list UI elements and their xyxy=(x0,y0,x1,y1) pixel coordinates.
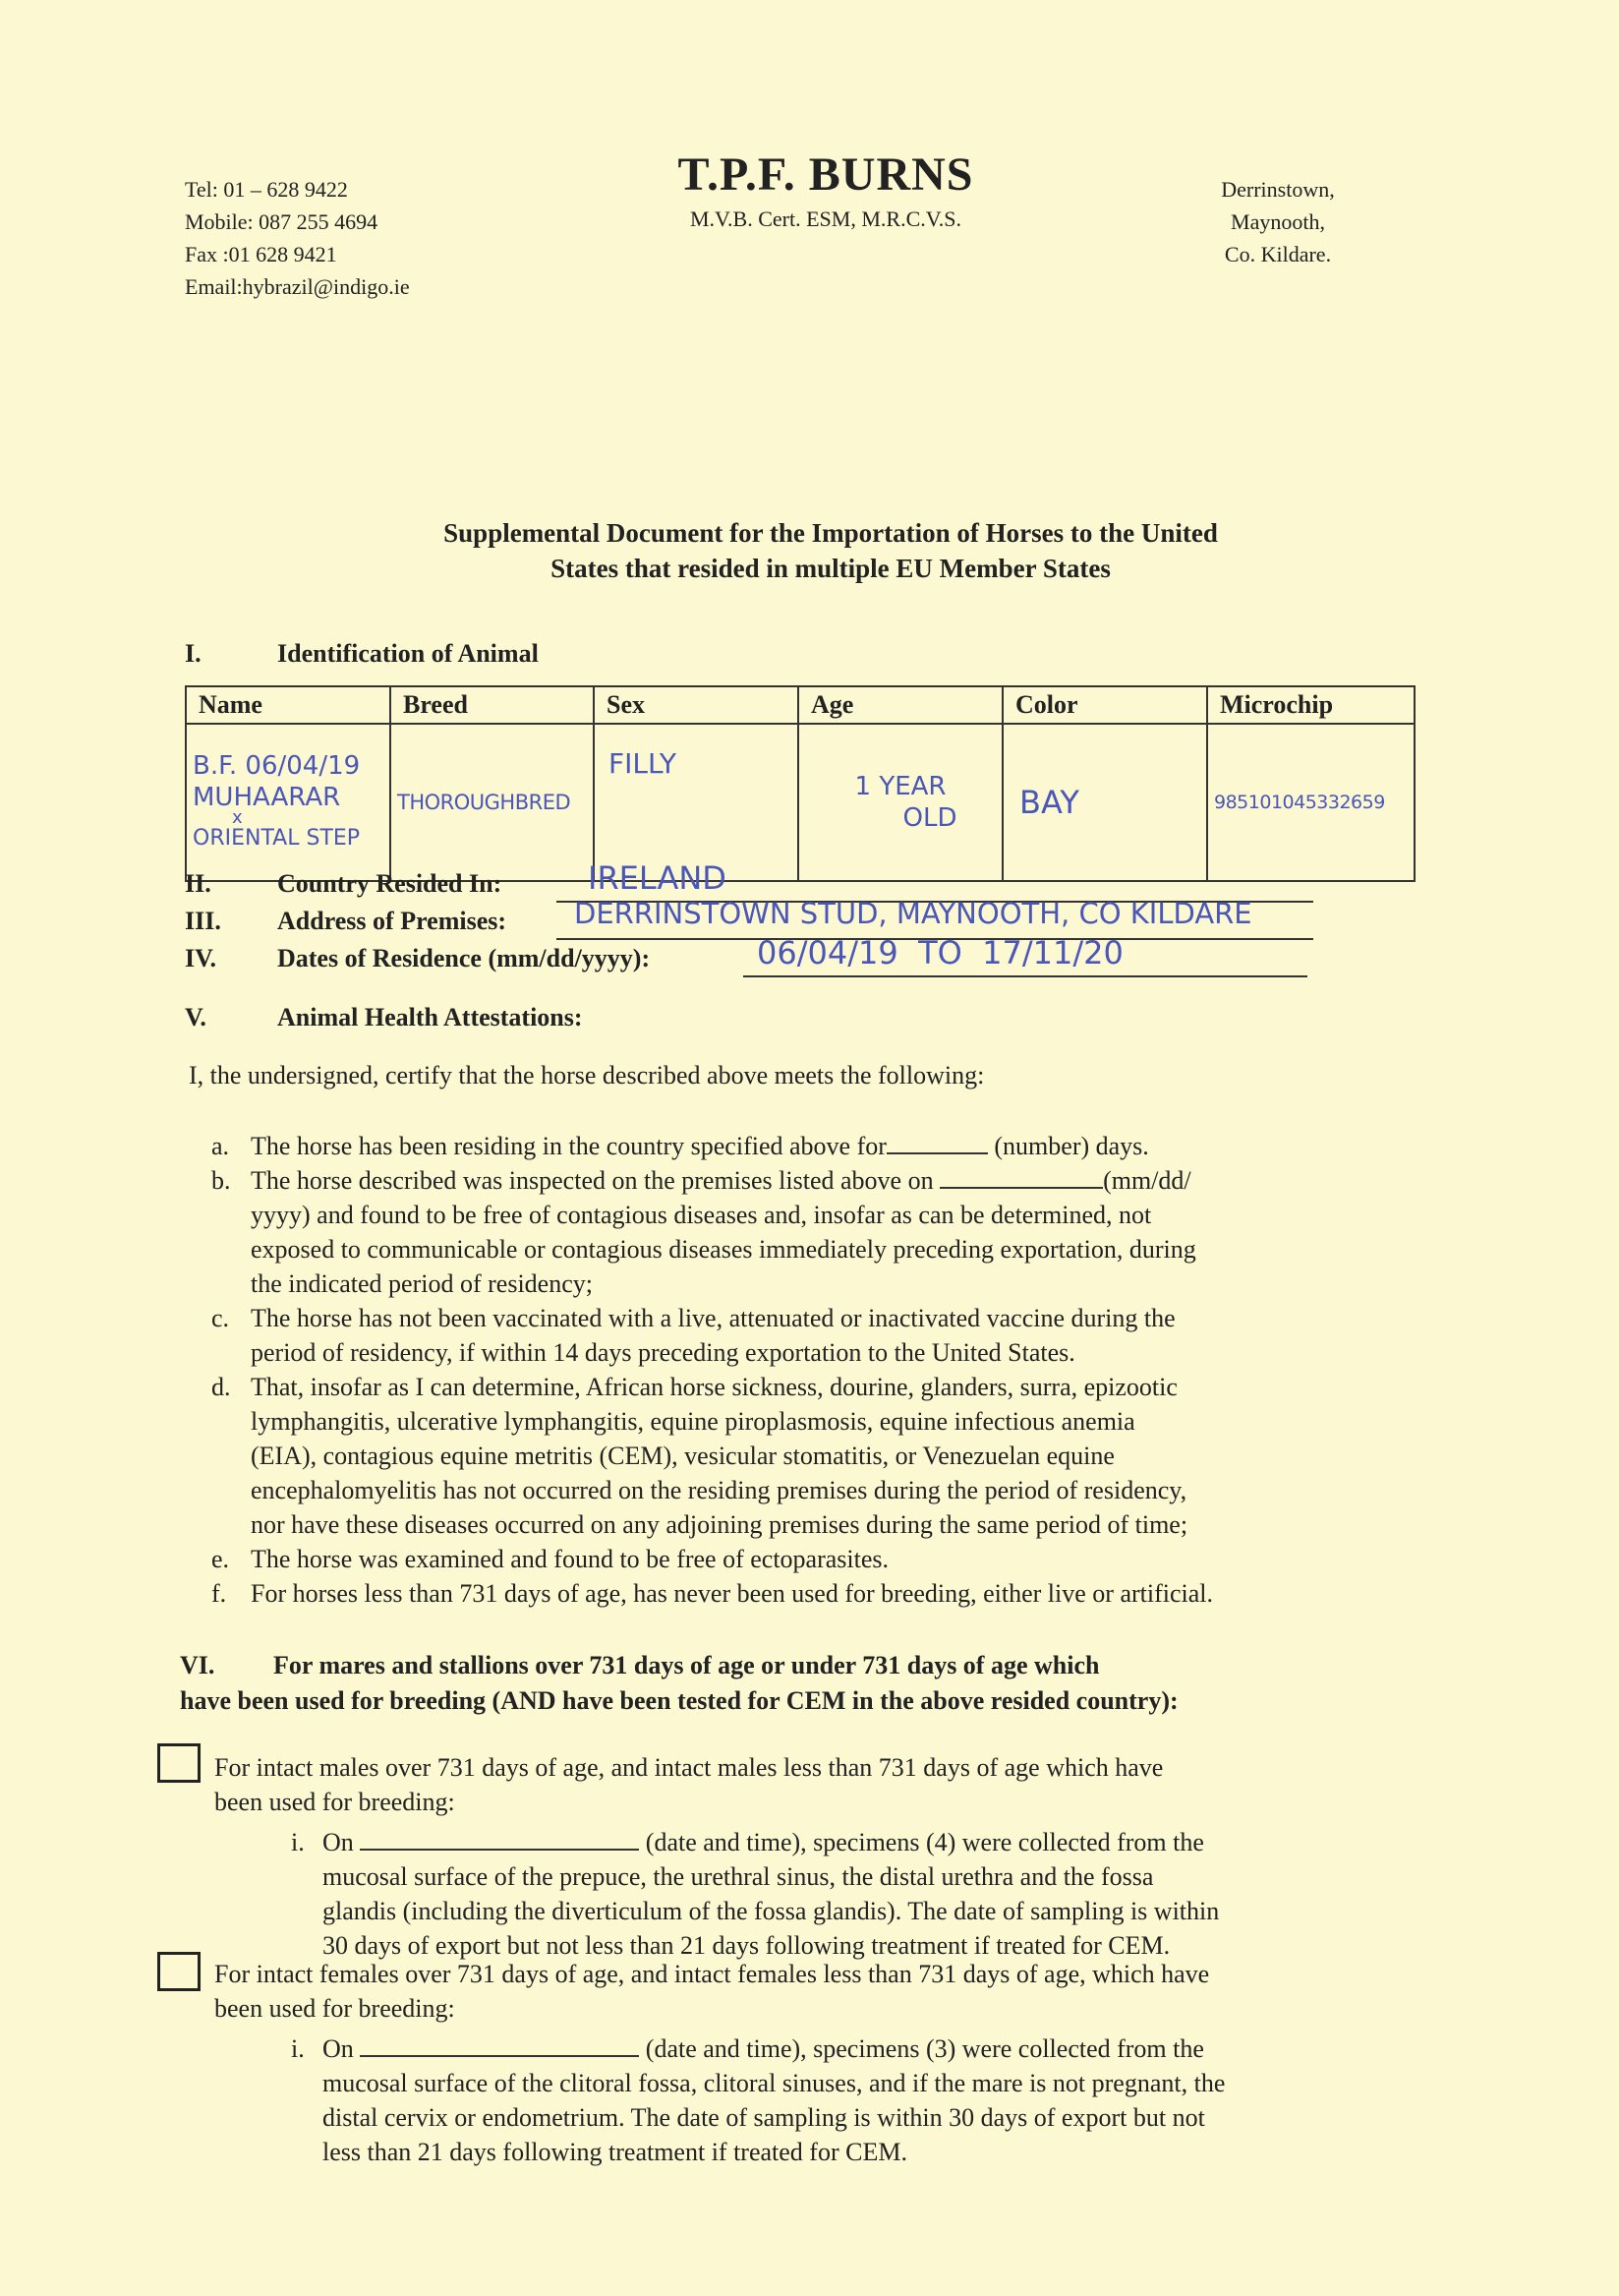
males-option xyxy=(214,1750,1443,1963)
field-label: Country Resided In: xyxy=(277,869,502,898)
identification-table xyxy=(185,685,1416,882)
section-title: Identification of Animal xyxy=(277,639,539,668)
name-line: MUHAARAR xyxy=(193,783,341,812)
letterhead-qualifications: M.V.B. Cert. ESM, M.R.C.V.S. xyxy=(689,206,962,231)
column-header: Sex xyxy=(594,686,798,724)
section-number: V. xyxy=(185,1003,206,1031)
option-text: been used for breeding: xyxy=(214,1994,455,2023)
dates-value[interactable]: 06/04/19 TO 17/11/20 xyxy=(757,934,1124,971)
name-line: ORIENTAL STEP xyxy=(193,826,361,851)
option-text: distal cervix or endometrium. The date of sampling is within 30 days of export but not xyxy=(322,2103,1205,2132)
cell-name[interactable] xyxy=(186,724,390,881)
item-text: encephalomyelitis has not occurred on the residing premises during the period of residency, xyxy=(251,1476,1187,1504)
section-six-heading xyxy=(180,1648,1438,1719)
males-date-blank[interactable] xyxy=(360,1849,639,1851)
document-title xyxy=(295,515,1366,586)
age-line: 1 YEAR xyxy=(854,772,947,801)
option-text: glandis (including the diverticulum of the fossa glandis). The date of sampling is within xyxy=(322,1897,1220,1925)
item-letter: a. xyxy=(211,1132,230,1160)
option-text: For intact males over 731 days of age, and intact males less than 731 days of age which have xyxy=(214,1753,1164,1782)
address-line: Derrinstown, xyxy=(1221,177,1335,202)
country-value[interactable]: IRELAND xyxy=(588,859,726,897)
list-item xyxy=(211,1129,1420,1163)
section-number: VI. xyxy=(180,1651,215,1679)
option-text: mucosal surface of the prepuce, the urethral sinus, the distal urethra and the fossa xyxy=(322,1862,1154,1891)
option-text: (date and time), specimens (3) were collected from the xyxy=(645,2034,1204,2063)
list-item xyxy=(211,1301,1420,1370)
females-checkbox[interactable] xyxy=(157,1952,201,1991)
title-line: Supplemental Document for the Importation of Horses to the United xyxy=(443,518,1218,548)
item-text: The horse has been residing in the country specified above for xyxy=(251,1132,887,1160)
letterhead-name: T.P.F. BURNS xyxy=(677,148,974,201)
item-letter: b. xyxy=(211,1166,231,1195)
certify-statement: I, the undersigned, certify that the horse described above meets the following: xyxy=(189,1061,985,1089)
attestation-list xyxy=(211,1129,1420,1611)
females-subitem xyxy=(291,2031,1443,2169)
item-text: period of residency, if within 14 days preceding exportation to the United States. xyxy=(251,1338,1075,1367)
field-number: III. xyxy=(185,907,221,935)
option-text: On xyxy=(322,2034,354,2063)
letterhead-name-block xyxy=(590,147,1062,234)
field-number: IV. xyxy=(185,944,217,972)
list-item xyxy=(211,1163,1420,1301)
field-underline xyxy=(743,975,1307,977)
item-letter: e. xyxy=(211,1545,230,1573)
title-line: States that resided in multiple EU Member States xyxy=(550,554,1111,583)
field-number: II. xyxy=(185,869,211,898)
section-title: Animal Health Attestations: xyxy=(277,1003,583,1031)
cell-microchip[interactable]: 985101045332659 xyxy=(1207,724,1415,881)
males-subitem xyxy=(291,1825,1443,1963)
item-text: (number) days. xyxy=(994,1132,1149,1160)
option-text: (date and time), specimens (4) were collected from the xyxy=(645,1828,1204,1856)
address-line: Maynooth, xyxy=(1231,209,1325,234)
item-text: exposed to communicable or contagious diseases immediately preceding exportation, during xyxy=(251,1235,1196,1264)
item-text: lymphangitis, ulcerative lymphangitis, equine piroplasmosis, equine infectious anemia xyxy=(251,1407,1135,1436)
section-number: I. xyxy=(185,639,202,668)
address-value[interactable]: DERRINSTOWN STUD, MAYNOOTH, CO KILDARE xyxy=(574,897,1252,930)
list-item xyxy=(211,1370,1420,1542)
cell-age[interactable] xyxy=(798,724,1003,881)
item-letter: c. xyxy=(211,1304,230,1332)
table-row xyxy=(186,724,1415,881)
column-header: Color xyxy=(1003,686,1207,724)
item-text: The horse was examined and found to be free of ectoparasites. xyxy=(251,1545,890,1573)
name-line: B.F. 06/04/19 xyxy=(193,751,361,781)
option-text: mucosal surface of the clitoral fossa, clitoral sinuses, and if the mare is not pregnant, the xyxy=(322,2069,1226,2097)
list-item xyxy=(211,1542,1420,1576)
field-label: Address of Premises: xyxy=(277,907,507,935)
column-header: Breed xyxy=(390,686,594,724)
cell-breed[interactable]: THOROUGHBRED xyxy=(390,724,594,881)
males-checkbox[interactable] xyxy=(157,1743,201,1783)
days-blank[interactable] xyxy=(887,1152,988,1154)
name-cross: x xyxy=(232,807,243,828)
option-text: been used for breeding: xyxy=(214,1788,455,1816)
item-text: (EIA), contagious equine metritis (CEM), vesicular stomatitis, or Venezuelan equine xyxy=(251,1442,1115,1470)
column-header: Age xyxy=(798,686,1003,724)
column-header: Microchip xyxy=(1207,686,1415,724)
item-text: the indicated period of residency; xyxy=(251,1269,593,1298)
option-text: 30 days of export but not less than 21 days following treatment if treated for CEM. xyxy=(322,1931,1171,1960)
item-text: The horse has not been vaccinated with a live, attenuated or inactivated vaccine during the xyxy=(251,1304,1176,1332)
item-text: The horse described was inspected on the premises listed above on xyxy=(251,1166,934,1195)
option-text: For intact females over 731 days of age, and intact females less than 731 days of age, which have xyxy=(214,1960,1210,1988)
option-text: On xyxy=(322,1828,354,1856)
inspection-date-blank[interactable] xyxy=(940,1187,1103,1189)
field-label: Dates of Residence (mm/dd/yyyy): xyxy=(277,944,651,972)
mobile: Mobile: 087 255 4694 xyxy=(185,209,378,234)
list-item xyxy=(211,1576,1420,1611)
tel: Tel: 01 – 628 9422 xyxy=(185,177,348,202)
item-letter: d. xyxy=(211,1373,231,1401)
letterhead-contact xyxy=(185,173,410,303)
item-text: (mm/dd/ xyxy=(1103,1166,1191,1195)
section-title: For mares and stallions over 731 days of age or under 731 days of age which xyxy=(273,1651,1100,1679)
females-option xyxy=(214,1957,1443,2169)
item-text: For horses less than 731 days of age, has never been used for breeding, either live or artificial. xyxy=(251,1579,1214,1608)
cell-sex[interactable]: FILLY xyxy=(594,724,798,881)
item-text: That, insofar as I can determine, African horse sickness, dourine, glanders, surra, epizootic xyxy=(251,1373,1178,1401)
column-header: Name xyxy=(186,686,390,724)
sub-number: i. xyxy=(291,1828,305,1856)
item-letter: f. xyxy=(211,1579,227,1608)
fax: Fax :01 628 9421 xyxy=(185,242,337,266)
option-text: less than 21 days following treatment if treated for CEM. xyxy=(322,2138,907,2166)
sub-number: i. xyxy=(291,2034,305,2063)
age-line: OLD xyxy=(902,803,957,833)
table-header-row xyxy=(186,686,1415,724)
item-text: yyyy) and found to be free of contagious diseases and, insofar as can be determined, not xyxy=(251,1201,1152,1229)
section-title: have been used for breeding (AND have been tested for CEM in the above resided country): xyxy=(180,1686,1179,1715)
cell-color[interactable]: BAY xyxy=(1003,724,1207,881)
email: Email:hybrazil@indigo.ie xyxy=(185,274,410,299)
letterhead-address xyxy=(1170,173,1386,270)
item-text: nor have these diseases occurred on any adjoining premises during the same period of time; xyxy=(251,1510,1188,1539)
address-line: Co. Kildare. xyxy=(1224,242,1332,266)
females-date-blank[interactable] xyxy=(360,2055,639,2057)
